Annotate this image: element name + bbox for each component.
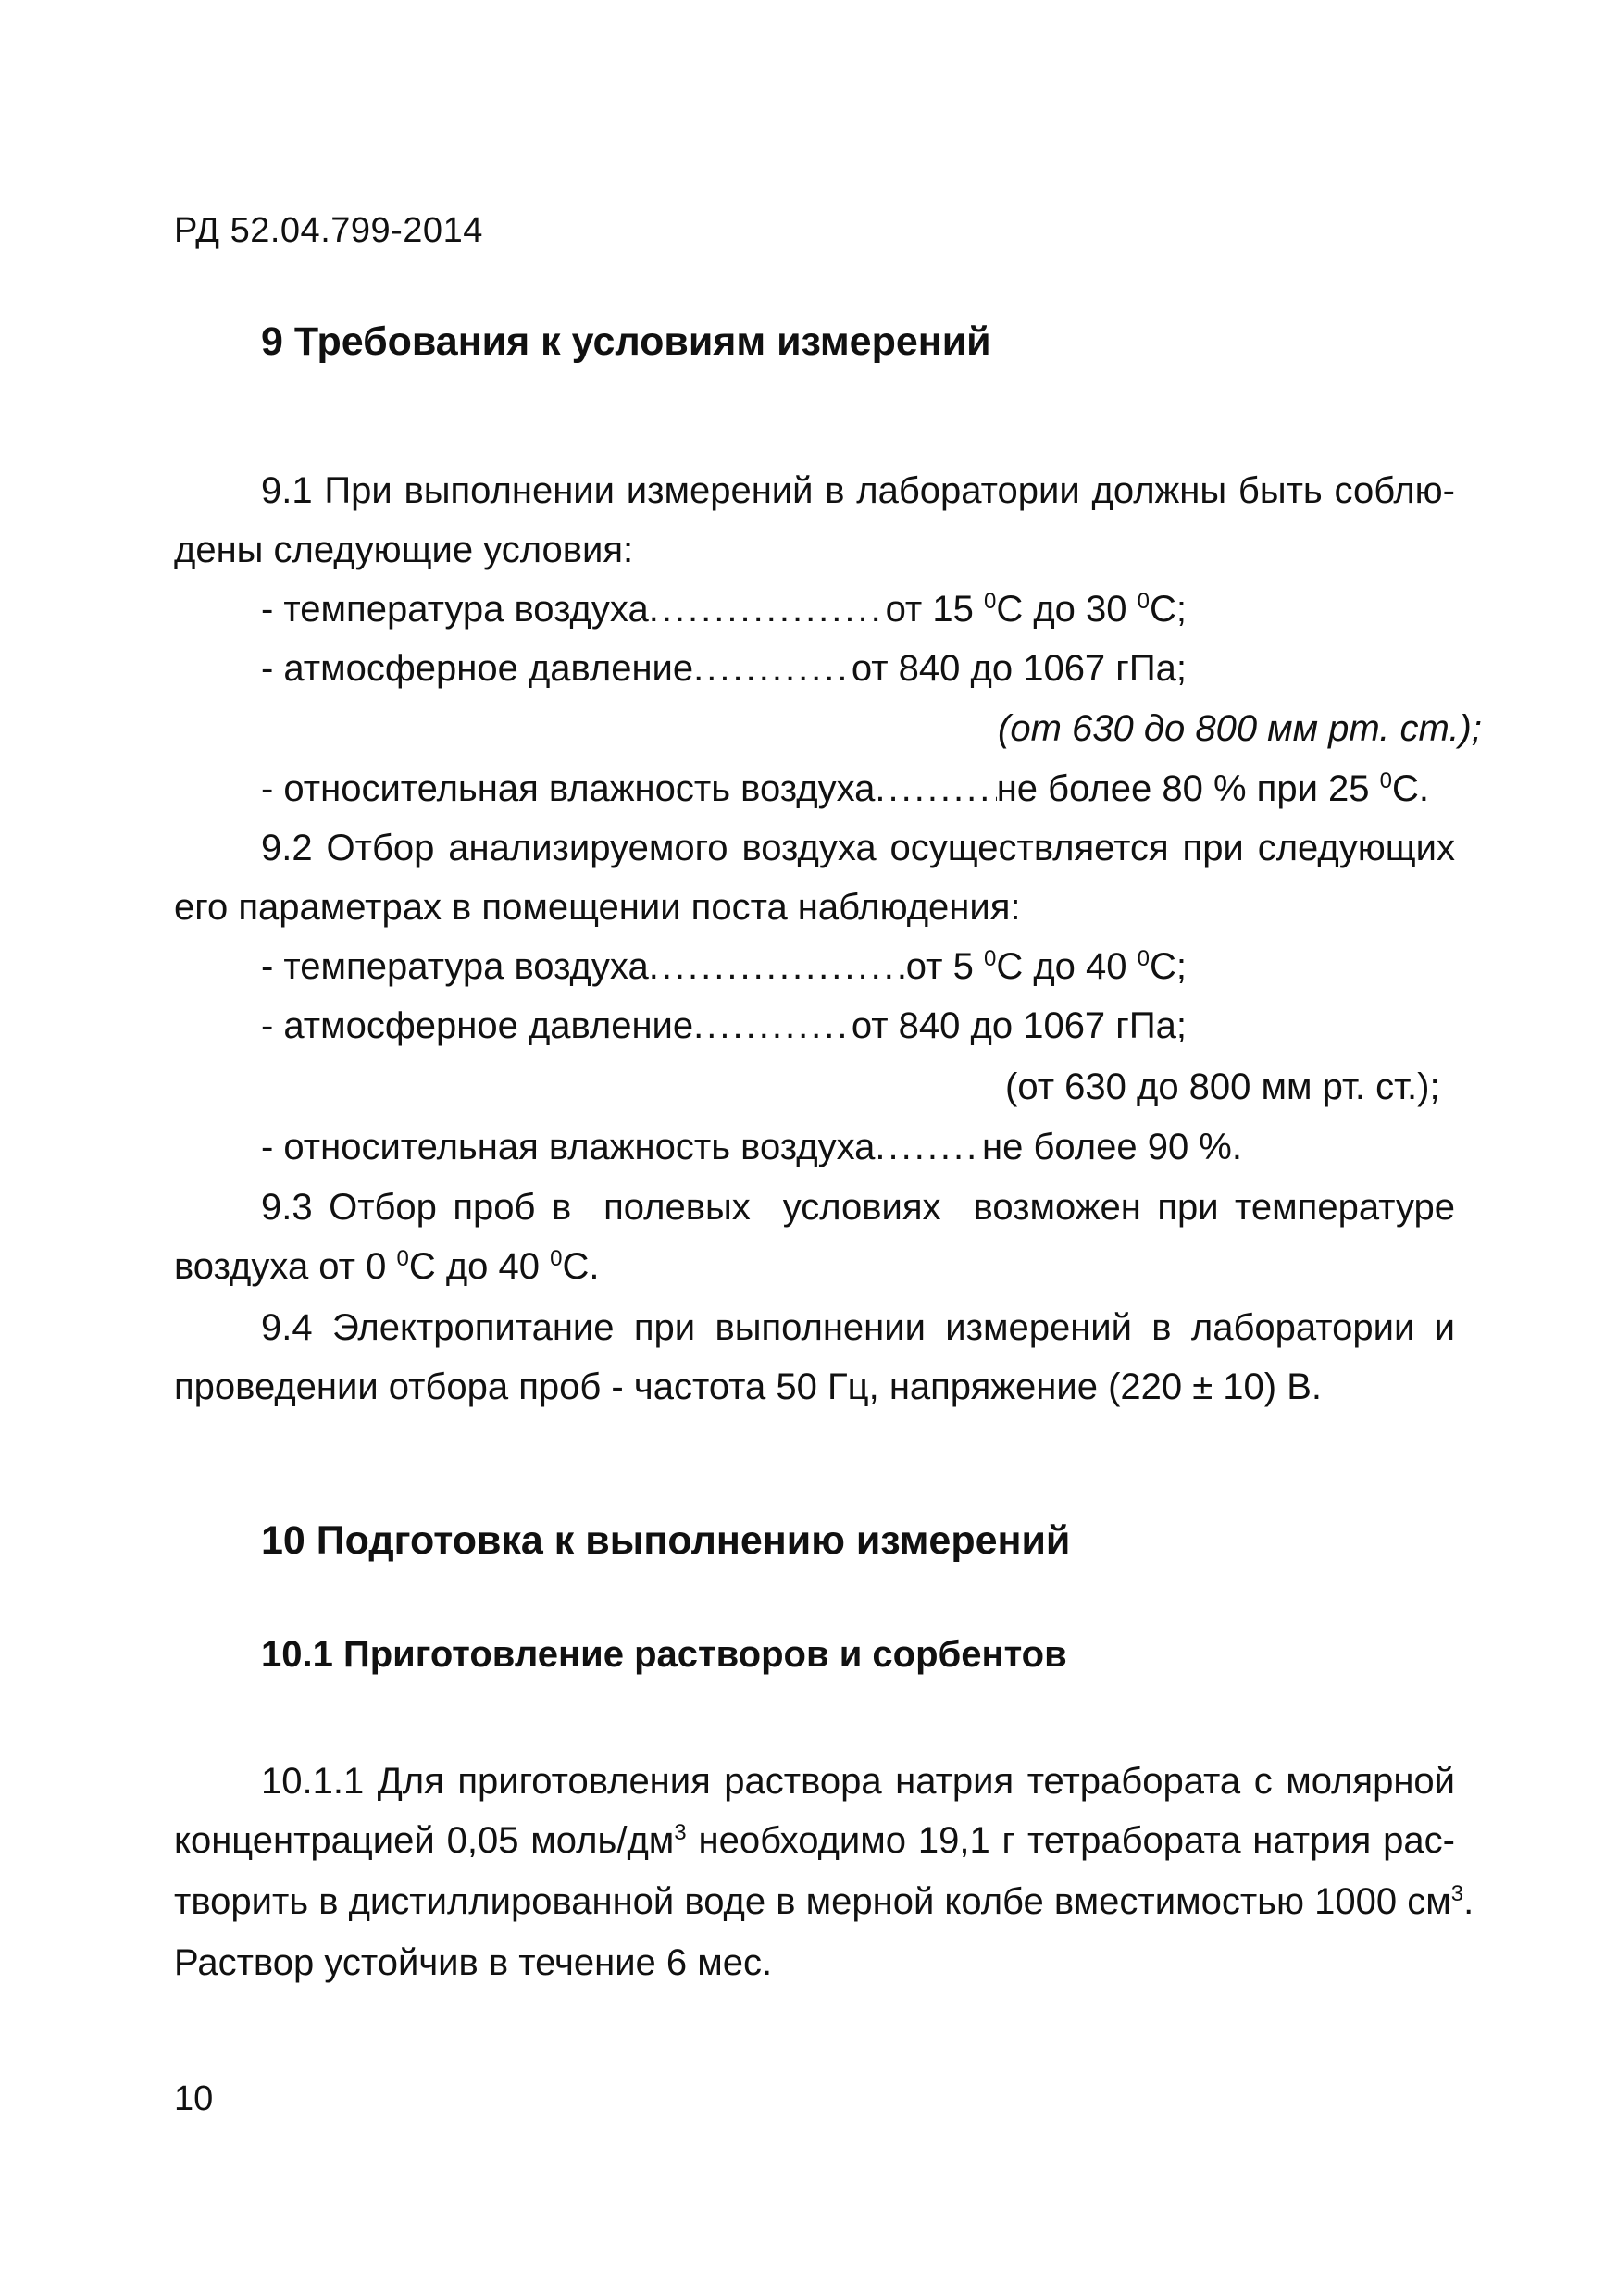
paragraph-9-3-line-1: 9.3 Отбор проб в полевых условиях возможен при температуре [261,1187,1455,1228]
section-10-1-title: 10.1 Приготовление растворов и сорбентов [261,1634,1067,1675]
paragraph-9-3-line-2: воздуха от 0 $^0$С до 40 $^0$С. [174,1246,600,1287]
condition-value: от 15 $^0$С до 30 $^0$С; [885,589,1187,630]
condition-value: от 840 до 1067 гПа; [851,1005,1187,1046]
pressure-mm-note-lab: (от 630 до 800 мм рт. ст.); [998,708,1482,749]
paragraph-10-1-1-line-3: творить в дистиллированной воде в мерной колбе вместимостью 1000 $см^3$. [174,1881,1474,1922]
condition-label: - атмосферное давление [261,1005,694,1046]
leader-dots [693,1004,852,1048]
condition-label: - температура воздуха [261,946,649,987]
condition-value: не более 80 % при 25 $^0$С. [996,768,1429,809]
condition-temperature-lab [261,587,1187,631]
condition-label: - температура воздуха [261,589,649,630]
section-10-title: 10 Подготовка к выполнению измерений [261,1518,1071,1563]
paragraph-10-1-1-line-2: концентрацией 0,05 моль/$дм^3$ необходимо 19,1 г тетрабората натрия рас- [174,1820,1455,1861]
leader-dots [693,646,852,691]
paragraph-9-4-line-1: 9.4 Электропитание при выполнении измерений в лаборатории и [261,1307,1455,1348]
page-number: 10 [174,2079,214,2118]
condition-humidity-lab [261,767,1429,811]
condition-pressure-post [261,1004,1187,1048]
paragraph-9-2-line-2: его параметрах в помещении поста наблюдения: [174,887,1021,928]
paragraph-10-1-1-line-1: 10.1.1 Для приготовления раствора натрия тетрабората с молярной [261,1761,1455,1802]
condition-label: - относительная влажность воздуха [261,768,876,809]
paragraph-10-1-1-line-4: Раствор устойчив в течение 6 мес. [174,1942,773,1983]
condition-temperature-post [261,944,1187,989]
condition-label: - относительная влажность воздуха [261,1127,876,1167]
document-code: РД 52.04.799-2014 [174,211,483,250]
leader-dots [875,767,996,811]
condition-humidity-post [261,1125,1242,1169]
condition-value: не более 90 %. [982,1127,1242,1167]
leader-dots [649,587,886,631]
paragraph-9-4-line-2: проведении отбора проб - частота 50 Гц, напряжение (220 ± 10) В. [174,1366,1323,1407]
leader-dots [649,944,906,989]
condition-label: - атмосферное давление [261,648,694,689]
condition-value: от 5 $^0$С до 40 $^0$С; [905,946,1187,987]
condition-value: от 840 до 1067 гПа; [851,648,1187,689]
paragraph-9-2-line-1: 9.2 Отбор анализируемого воздуха осуществляется при следующих [261,828,1455,868]
pressure-mm-note-post: (от 630 до 800 мм рт. ст.); [1005,1067,1440,1107]
paragraph-9-1-line-2: дены следующие условия: [174,530,634,570]
section-9-title: 9 Требования к условиям измерений [261,319,991,364]
paragraph-9-1-line-1: 9.1 При выполнении измерений в лаборатории должны быть соблю- [261,470,1455,511]
condition-pressure-lab [261,646,1187,691]
leader-dots [875,1125,982,1169]
